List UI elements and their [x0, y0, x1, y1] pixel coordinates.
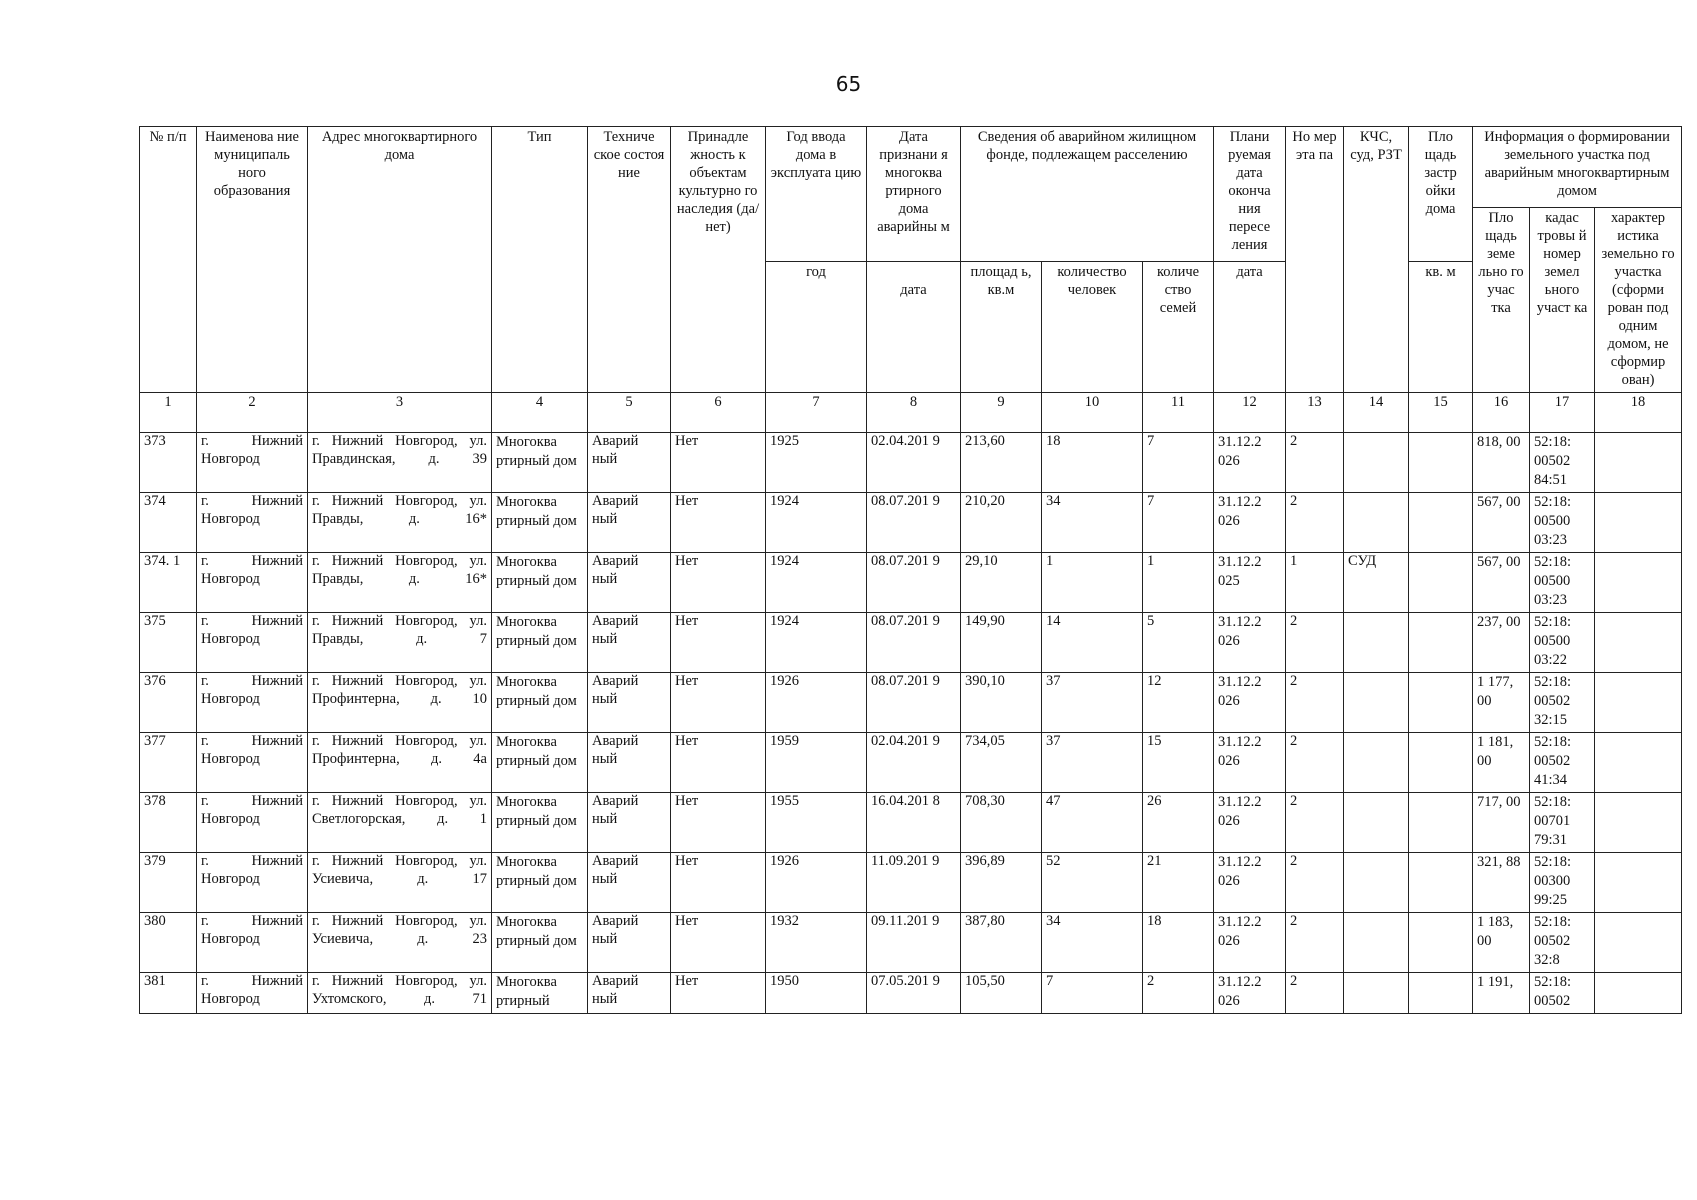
cell-address: г. Нижний Новгород, ул. Ухтомского, д. 71 — [308, 972, 492, 1013]
cell-cadastre: 52:18: 00502 84:51 — [1530, 432, 1595, 492]
header-address: Адрес многоквартирного дома — [308, 127, 492, 393]
cell-emergency-date: 07.05.201 9 — [867, 972, 961, 1013]
cell-families: 7 — [1143, 432, 1214, 492]
cell-stage: 2 — [1286, 912, 1344, 972]
table-row — [140, 912, 1682, 972]
cell-families: 5 — [1143, 612, 1214, 672]
header-land-info: Информация о формировании земельного участка под аварийным многоквартирным домом — [1473, 127, 1682, 208]
header-tech-state: Техниче ское состоя ние — [588, 127, 671, 393]
cell-num: 377 — [140, 732, 197, 792]
cell-cadastre: 52:18: 00502 41:34 — [1530, 732, 1595, 792]
subheader-year: год — [766, 261, 867, 392]
cell-year: 1955 — [766, 792, 867, 852]
cell-year: 1925 — [766, 432, 867, 492]
cell-year: 1924 — [766, 552, 867, 612]
cell-kchs — [1344, 972, 1409, 1013]
cell-land-area: 237, 00 — [1473, 612, 1530, 672]
header-emergency-date: Дата признани я многоква ртирного дома аварийны м — [867, 127, 961, 262]
cell-people: 34 — [1042, 912, 1143, 972]
cell-municipality: г. Нижний Новгород — [197, 672, 308, 732]
cell-building-area — [1409, 432, 1473, 492]
cell-heritage: Нет — [671, 732, 766, 792]
cell-land-area: 567, 00 — [1473, 492, 1530, 552]
cell-land-area: 567, 00 — [1473, 552, 1530, 612]
cell-municipality: г. Нижний Новгород — [197, 792, 308, 852]
cell-land-area: 321, 88 — [1473, 852, 1530, 912]
cell-type: Многоква ртирный дом — [492, 912, 588, 972]
cell-building-area — [1409, 852, 1473, 912]
cell-area: 390,10 — [961, 672, 1042, 732]
cell-land-char — [1595, 612, 1682, 672]
col-number: 4 — [492, 392, 588, 432]
cell-emergency-date: 08.07.201 9 — [867, 672, 961, 732]
cell-heritage: Нет — [671, 672, 766, 732]
cell-area: 105,50 — [961, 972, 1042, 1013]
cell-emergency-date: 08.07.201 9 — [867, 492, 961, 552]
col-number: 7 — [766, 392, 867, 432]
table-row — [140, 672, 1682, 732]
cell-tech-state: Аварий ный — [588, 912, 671, 972]
cell-cadastre: 52:18: 00701 79:31 — [1530, 792, 1595, 852]
cell-tech-state: Аварий ный — [588, 792, 671, 852]
subheader-families: количе ство семей — [1143, 261, 1214, 392]
cell-tech-state: Аварий ный — [588, 612, 671, 672]
cell-num: 376 — [140, 672, 197, 732]
cell-kchs — [1344, 612, 1409, 672]
cell-stage: 2 — [1286, 432, 1344, 492]
cell-people: 7 — [1042, 972, 1143, 1013]
cell-municipality: г. Нижний Новгород — [197, 732, 308, 792]
cell-emergency-date: 16.04.201 8 — [867, 792, 961, 852]
cell-land-char — [1595, 552, 1682, 612]
cell-type: Многоква ртирный дом — [492, 852, 588, 912]
cell-building-area — [1409, 612, 1473, 672]
cell-municipality: г. Нижний Новгород — [197, 852, 308, 912]
col-number: 14 — [1344, 392, 1409, 432]
cell-area: 213,60 — [961, 432, 1042, 492]
cell-people: 1 — [1042, 552, 1143, 612]
cell-address: г. Нижний Новгород, ул. Правды, д. 16* — [308, 492, 492, 552]
cell-kchs — [1344, 732, 1409, 792]
cell-year: 1932 — [766, 912, 867, 972]
cell-cadastre: 52:18: 00502 32:8 — [1530, 912, 1595, 972]
cell-building-area — [1409, 492, 1473, 552]
cell-building-area — [1409, 732, 1473, 792]
cell-building-area — [1409, 552, 1473, 612]
cell-land-area: 1 181, 00 — [1473, 732, 1530, 792]
header-emergency-fund: Сведения об аварийном жилищном фонде, подлежащем расселению — [961, 127, 1214, 262]
cell-kchs: СУД — [1344, 552, 1409, 612]
cell-municipality: г. Нижний Новгород — [197, 972, 308, 1013]
cell-land-area: 1 183, 00 — [1473, 912, 1530, 972]
cell-area: 708,30 — [961, 792, 1042, 852]
cell-heritage: Нет — [671, 492, 766, 552]
cell-building-area — [1409, 912, 1473, 972]
header-num: № п/п — [140, 127, 197, 393]
cell-land-area: 1 191, — [1473, 972, 1530, 1013]
cell-families: 1 — [1143, 552, 1214, 612]
subheader-area: площад ь, кв.м — [961, 261, 1042, 392]
cell-address: г. Нижний Новгород, ул. Правдинская, д. 39 — [308, 432, 492, 492]
emergency-housing-table — [139, 126, 1682, 1014]
table-body — [140, 432, 1682, 1013]
col-number: 3 — [308, 392, 492, 432]
cell-cadastre: 52:18: 00500 03:22 — [1530, 612, 1595, 672]
cell-stage: 2 — [1286, 492, 1344, 552]
page-number: 65 — [835, 72, 862, 96]
cell-stage: 2 — [1286, 792, 1344, 852]
cell-kchs — [1344, 912, 1409, 972]
cell-heritage: Нет — [671, 552, 766, 612]
cell-families: 18 — [1143, 912, 1214, 972]
cell-building-area — [1409, 792, 1473, 852]
cell-planned-date: 31.12.2 026 — [1214, 432, 1286, 492]
cell-area: 734,05 — [961, 732, 1042, 792]
table-row — [140, 852, 1682, 912]
cell-cadastre: 52:18: 00500 03:23 — [1530, 492, 1595, 552]
col-number: 13 — [1286, 392, 1344, 432]
cell-area: 149,90 — [961, 612, 1042, 672]
cell-type: Многоква ртирный — [492, 972, 588, 1013]
cell-planned-date: 31.12.2 026 — [1214, 912, 1286, 972]
col-number: 12 — [1214, 392, 1286, 432]
cell-tech-state: Аварий ный — [588, 552, 671, 612]
cell-families: 26 — [1143, 792, 1214, 852]
cell-tech-state: Аварий ный — [588, 432, 671, 492]
col-number: 10 — [1042, 392, 1143, 432]
col-number: 17 — [1530, 392, 1595, 432]
cell-kchs — [1344, 492, 1409, 552]
cell-land-char — [1595, 852, 1682, 912]
cell-emergency-date: 11.09.201 9 — [867, 852, 961, 912]
table-row — [140, 432, 1682, 492]
cell-land-area: 1 177, 00 — [1473, 672, 1530, 732]
cell-emergency-date: 09.11.201 9 — [867, 912, 961, 972]
cell-address: г. Нижний Новгород, ул. Правды, д. 16* — [308, 552, 492, 612]
cell-kchs — [1344, 672, 1409, 732]
cell-year: 1959 — [766, 732, 867, 792]
cell-tech-state: Аварий ный — [588, 492, 671, 552]
cell-num: 375 — [140, 612, 197, 672]
cell-people: 47 — [1042, 792, 1143, 852]
cell-type: Многоква ртирный дом — [492, 672, 588, 732]
cell-stage: 2 — [1286, 612, 1344, 672]
cell-families: 12 — [1143, 672, 1214, 732]
cell-area: 387,80 — [961, 912, 1042, 972]
cell-address: г. Нижний Новгород, ул. Правды, д. 7 — [308, 612, 492, 672]
cell-people: 14 — [1042, 612, 1143, 672]
subheader-people: количество человек — [1042, 261, 1143, 392]
cell-address: г. Нижний Новгород, ул. Усиевича, д. 23 — [308, 912, 492, 972]
cell-municipality: г. Нижний Новгород — [197, 612, 308, 672]
col-number: 11 — [1143, 392, 1214, 432]
cell-planned-date: 31.12.2 026 — [1214, 492, 1286, 552]
cell-families: 15 — [1143, 732, 1214, 792]
header-municipality: Наименова ние муниципаль ного образования — [197, 127, 308, 393]
cell-num: 381 — [140, 972, 197, 1013]
col-number: 5 — [588, 392, 671, 432]
cell-land-area: 717, 00 — [1473, 792, 1530, 852]
cell-municipality: г. Нижний Новгород — [197, 912, 308, 972]
cell-num: 374. 1 — [140, 552, 197, 612]
cell-land-char — [1595, 672, 1682, 732]
header-planned-date: Плани руемая дата оконча ния пересе ления — [1214, 127, 1286, 262]
header-stage: Но мер эта па — [1286, 127, 1344, 393]
header-kchs: КЧС, суд, РЗТ — [1344, 127, 1409, 393]
cell-emergency-date: 08.07.201 9 — [867, 612, 961, 672]
cell-heritage: Нет — [671, 912, 766, 972]
cell-type: Многоква ртирный дом — [492, 792, 588, 852]
cell-kchs — [1344, 852, 1409, 912]
cell-cadastre: 52:18: 00502 — [1530, 972, 1595, 1013]
table-row — [140, 972, 1682, 1013]
cell-tech-state: Аварий ный — [588, 732, 671, 792]
cell-area: 210,20 — [961, 492, 1042, 552]
cell-land-char — [1595, 972, 1682, 1013]
cell-year: 1926 — [766, 852, 867, 912]
table-row — [140, 612, 1682, 672]
cell-heritage: Нет — [671, 432, 766, 492]
table-row — [140, 792, 1682, 852]
cell-cadastre: 52:18: 00300 99:25 — [1530, 852, 1595, 912]
cell-land-char — [1595, 912, 1682, 972]
cell-cadastre: 52:18: 00502 32:15 — [1530, 672, 1595, 732]
cell-stage: 2 — [1286, 852, 1344, 912]
header-land-area: Пло щадь земе льно го учас тка — [1473, 208, 1530, 393]
cell-families: 2 — [1143, 972, 1214, 1013]
table-row — [140, 552, 1682, 612]
cell-cadastre: 52:18: 00500 03:23 — [1530, 552, 1595, 612]
cell-address: г. Нижний Новгород, ул. Профинтерна, д. 10 — [308, 672, 492, 732]
cell-type: Многоква ртирный дом — [492, 552, 588, 612]
subheader-date: дата — [867, 261, 961, 392]
column-numbers-row — [140, 392, 1682, 432]
col-number: 8 — [867, 392, 961, 432]
cell-heritage: Нет — [671, 852, 766, 912]
col-number: 2 — [197, 392, 308, 432]
cell-land-char — [1595, 432, 1682, 492]
subheader-build-area-unit: кв. м — [1409, 261, 1473, 392]
cell-planned-date: 31.12.2 026 — [1214, 852, 1286, 912]
col-number: 1 — [140, 392, 197, 432]
subheader-plan-date: дата — [1214, 261, 1286, 392]
cell-year: 1926 — [766, 672, 867, 732]
col-number: 18 — [1595, 392, 1682, 432]
cell-municipality: г. Нижний Новгород — [197, 432, 308, 492]
cell-families: 7 — [1143, 492, 1214, 552]
cell-planned-date: 31.12.2 026 — [1214, 972, 1286, 1013]
header-land-char: характер истика земельно го участка (сформи рован под одним домом, не сформир ован) — [1595, 208, 1682, 393]
cell-land-char — [1595, 492, 1682, 552]
table-header — [140, 127, 1682, 433]
cell-building-area — [1409, 672, 1473, 732]
cell-planned-date: 31.12.2 025 — [1214, 552, 1286, 612]
cell-num: 374 — [140, 492, 197, 552]
cell-address: г. Нижний Новгород, ул. Усиевича, д. 17 — [308, 852, 492, 912]
cell-type: Многоква ртирный дом — [492, 612, 588, 672]
cell-type: Многоква ртирный дом — [492, 732, 588, 792]
cell-address: г. Нижний Новгород, ул. Светлогорская, д. 1 — [308, 792, 492, 852]
cell-kchs — [1344, 792, 1409, 852]
cell-families: 21 — [1143, 852, 1214, 912]
cell-stage: 1 — [1286, 552, 1344, 612]
cell-stage: 2 — [1286, 672, 1344, 732]
col-number: 16 — [1473, 392, 1530, 432]
col-number: 9 — [961, 392, 1042, 432]
cell-emergency-date: 02.04.201 9 — [867, 432, 961, 492]
cell-people: 18 — [1042, 432, 1143, 492]
cell-planned-date: 31.12.2 026 — [1214, 612, 1286, 672]
cell-people: 34 — [1042, 492, 1143, 552]
cell-emergency-date: 02.04.201 9 — [867, 732, 961, 792]
cell-num: 380 — [140, 912, 197, 972]
cell-people: 52 — [1042, 852, 1143, 912]
cell-municipality: г. Нижний Новгород — [197, 552, 308, 612]
cell-people: 37 — [1042, 672, 1143, 732]
cell-area: 29,10 — [961, 552, 1042, 612]
cell-planned-date: 31.12.2 026 — [1214, 732, 1286, 792]
cell-year: 1950 — [766, 972, 867, 1013]
cell-type: Многоква ртирный дом — [492, 492, 588, 552]
cell-area: 396,89 — [961, 852, 1042, 912]
cell-stage: 2 — [1286, 972, 1344, 1013]
cell-municipality: г. Нижний Новгород — [197, 492, 308, 552]
table-row — [140, 492, 1682, 552]
table-row — [140, 732, 1682, 792]
cell-land-char — [1595, 732, 1682, 792]
header-heritage: Принадле жность к объектам культурно го наследия (да/нет) — [671, 127, 766, 393]
cell-planned-date: 31.12.2 026 — [1214, 792, 1286, 852]
cell-tech-state: Аварий ный — [588, 672, 671, 732]
cell-heritage: Нет — [671, 612, 766, 672]
header-cadastre: кадас тровы й номер земел ьного участ ка — [1530, 208, 1595, 393]
cell-num: 378 — [140, 792, 197, 852]
header-type: Тип — [492, 127, 588, 393]
cell-address: г. Нижний Новгород, ул. Профинтерна, д. 4а — [308, 732, 492, 792]
cell-tech-state: Аварий ный — [588, 972, 671, 1013]
cell-type: Многоква ртирный дом — [492, 432, 588, 492]
cell-num: 373 — [140, 432, 197, 492]
cell-people: 37 — [1042, 732, 1143, 792]
cell-year: 1924 — [766, 612, 867, 672]
cell-kchs — [1344, 432, 1409, 492]
cell-stage: 2 — [1286, 732, 1344, 792]
cell-year: 1924 — [766, 492, 867, 552]
cell-building-area — [1409, 972, 1473, 1013]
cell-land-char — [1595, 792, 1682, 852]
cell-heritage: Нет — [671, 792, 766, 852]
col-number: 15 — [1409, 392, 1473, 432]
cell-heritage: Нет — [671, 972, 766, 1013]
cell-tech-state: Аварий ный — [588, 852, 671, 912]
cell-planned-date: 31.12.2 026 — [1214, 672, 1286, 732]
header-year: Год ввода дома в эксплуата цию — [766, 127, 867, 262]
cell-land-area: 818, 00 — [1473, 432, 1530, 492]
cell-num: 379 — [140, 852, 197, 912]
col-number: 6 — [671, 392, 766, 432]
header-building-area: Пло щадь застр ойки дома — [1409, 127, 1473, 262]
cell-emergency-date: 08.07.201 9 — [867, 552, 961, 612]
